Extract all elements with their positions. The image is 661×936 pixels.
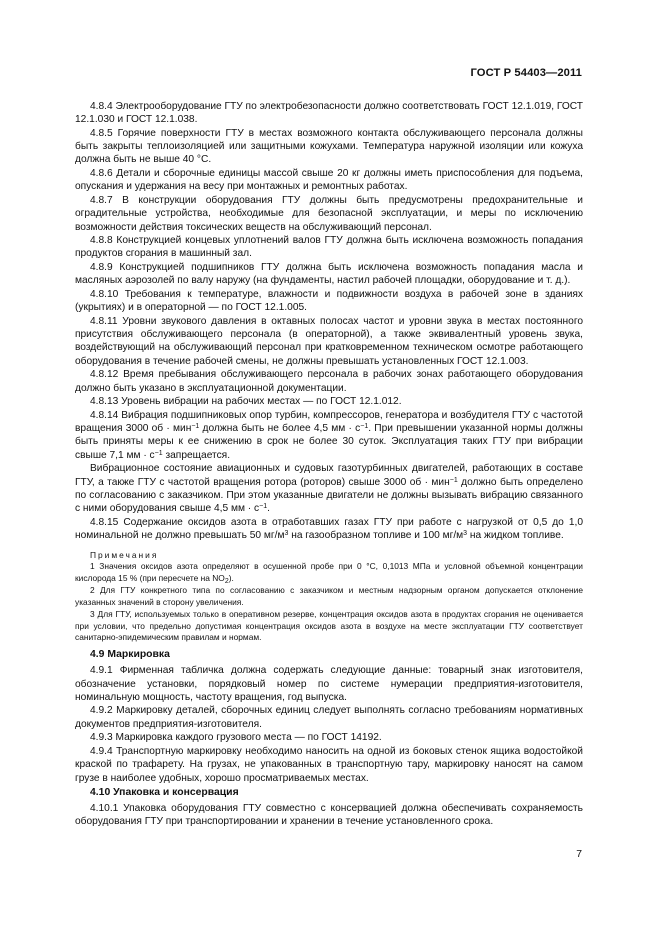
- note-1-part-a: 1 Значения оксидов азота определяют в осушенной пробе при 0 °С, 0,1013 МПа и условной объемной концентрации кислорода 15 % (при пересчете на NO: [75, 561, 583, 583]
- note-1-part-b: ).: [228, 572, 234, 583]
- clause-4-8-13: 4.8.13 Уровень вибрации на рабочих местах — по ГОСТ 12.1.012.: [90, 396, 402, 408]
- section-4-10-heading: 4.10 Упаковка и консервация: [90, 786, 239, 798]
- clause-4-8-6: 4.8.6 Детали и сборочные единицы массой свыше 20 кг должны иметь приспособления для подъема, опускания и удержания на весу при монтажных и ремонтных работах.: [75, 168, 583, 193]
- note-2: 2 Для ГТУ конкретного типа по согласованию с заказчиком и местным надзорным органом допускается отклонение указанных значений в сторону увеличения.: [75, 585, 583, 607]
- document-body: [75, 100, 583, 829]
- clause-4-8-14: [75, 409, 583, 462]
- clause-4-8-15: [75, 516, 583, 543]
- aviation-part-a: Вибрационное состояние авиационных и судовых газотурбинных двигателей, работающих в составе ГТУ, а также ГТУ с частотой вращения ротора (роторов) свыше 3000 об · мин: [75, 463, 583, 488]
- superscript-minus-one: −1: [154, 449, 163, 457]
- section-4-9-heading: 4.9 Маркировка: [90, 648, 170, 660]
- superscript-minus-one: −1: [191, 423, 200, 431]
- clause-4-9-3: 4.9.3 Маркировка каждого грузового места — по ГОСТ 14192.: [90, 732, 382, 744]
- clause-4-9-1: 4.9.1 Фирменная табличка должна содержать следующие данные: товарный знак изготовителя, обозначение установки, порядковый номер по системе нумерации предприятия-изготовителя, номинальную мощность, частоту вращения, год выпуска.: [75, 665, 583, 703]
- standard-header: ГОСТ Р 54403—2011: [470, 67, 582, 79]
- page-number: 7: [576, 849, 582, 860]
- subscript-two: 2: [224, 577, 229, 585]
- clause-4-9-4: 4.9.4 Транспортную маркировку необходимо наносить на одной из боковых стенок ящика водостойкой краской по трафарету. На грузах, не упакованных в транспортную тару, маркировку наносят на самом грузе в наиболее удобных, хорошо просматриваемых местах.: [75, 745, 583, 784]
- note-1: [75, 561, 583, 583]
- clause-4-8-15-part-a: 4.8.15 Содержание оксидов азота в отработавших газах ГТУ при работе с нагрузкой от 0,5 до 1,0 номинальной не должно превышать 50 мг/м: [75, 516, 583, 542]
- clause-4-8-15-part-b: на газообразном топливе и 100 мг/м: [288, 530, 464, 542]
- clause-4-8-9: 4.8.9 Конструкцией подшипников ГТУ должна быть исключена возможность попадания масла и масляных аэрозолей по валу наружу (на фундаменты, настил рабочей площадки, оборудование и т. д.).: [75, 262, 583, 287]
- clause-4-8-4: 4.8.4 Электрооборудование ГТУ по электробезопасности должно соответствовать ГОСТ 12.1.019, ГОСТ 12.1.030 и ГОСТ 12.1.038.: [75, 101, 584, 126]
- clause-4-10-1: 4.10.1 Упаковка оборудования ГТУ совместно с консервацией должна обеспечивать сохраняемость оборудования ГТУ при транспортировании и хранении в течение установленного срока.: [75, 803, 583, 828]
- superscript-minus-one: −1: [259, 503, 268, 511]
- aviation-engines-paragraph: [75, 462, 583, 515]
- clause-4-8-14-part-a: 4.8.14 Вибрация подшипниковых опор турбин, компрессоров, генератора и возбудителя ГТУ с частотой вращения 3000 об · мин: [75, 409, 583, 435]
- clause-4-8-14-part-b: должна быть не более 4,5 мм · с: [199, 423, 361, 435]
- superscript-minus-one: −1: [449, 476, 458, 484]
- clause-4-8-5: 4.8.5 Горячие поверхности ГТУ в местах возможного контакта обслуживающего персонала должны быть закрыты теплоизоляцией или защитными кожухами. Температура наружной изоляции или кожуха должна быть не выше 40 °С.: [75, 127, 583, 166]
- clause-4-8-8: 4.8.8 Конструкцией концевых уплотнений валов ГТУ должна быть исключена возможность попадания продуктов сгорания в машинный зал.: [75, 235, 583, 260]
- aviation-part-c: .: [267, 503, 270, 515]
- clause-4-9-2: 4.9.2 Маркировку деталей, сборочных единиц следует выполнять согласно требованиям нормативных документов предприятия-изготовителя.: [75, 705, 583, 730]
- clause-4-8-14-part-d: запрещается.: [162, 449, 231, 461]
- clause-4-8-12: 4.8.12 Время пребывания обслуживающего персонала в рабочих зонах работающего оборудования должно быть указано в эксплуатационной документации.: [75, 369, 583, 394]
- superscript-minus-one: −1: [360, 423, 369, 431]
- clause-4-8-14-part-c: . При превышении указанной нормы должны быть приняты меры к ее снижению в срок не более 30 суток. Эксплуатация таких ГТУ при вибрации свыше 7,1 мм · с: [75, 423, 583, 461]
- note-3: 3 Для ГТУ, используемых только в оперативном резерве, концентрация оксидов азота в продуктах сгорания не оценивается при условии, что предельно допустимая концентрация оксидов азота в воздухе на месте эксплуатации ГТУ соответствует санитарно-эпидемическим правилам и нормам.: [75, 609, 583, 642]
- clause-4-8-15-part-c: на жидком топливе.: [467, 530, 564, 542]
- clause-4-8-7: 4.8.7 В конструкции оборудования ГТУ должны быть предусмотрены предохранительные и оградительные устройства, необходимые для безопасной эксплуатации, и меры по исключению возможности действия токсических веществ на обслуживающий персонал.: [75, 194, 583, 233]
- aviation-part-b: должно быть определено по согласованию с заказчиком. При этом указанные двигатели не должны вызывать вибрацию связанного с ними оборудования свыше 4,5 мм · с: [75, 476, 583, 515]
- clause-4-8-11: 4.8.11 Уровни звукового давления в октавных полосах частот и уровни звука в местах постоянного присутствия обслуживающего персонала (в операторной), а также эквивалентный уровень звука, воздействующий на обслуживающий персонал при кратковременном техническом осмотре работающего оборудования в течение рабочей смены, не должны превышать установленных ГОСТ 12.1.003.: [75, 315, 583, 367]
- superscript-three: 3: [463, 530, 468, 538]
- clause-4-8-10: 4.8.10 Требования к температуре, влажности и подвижности воздуха в рабочей зоне в зданиях (укрытиях) и в операторной — по ГОСТ 12.1.005.: [75, 288, 583, 314]
- superscript-three: 3: [284, 530, 289, 538]
- notes-heading: Примечания: [90, 550, 159, 561]
